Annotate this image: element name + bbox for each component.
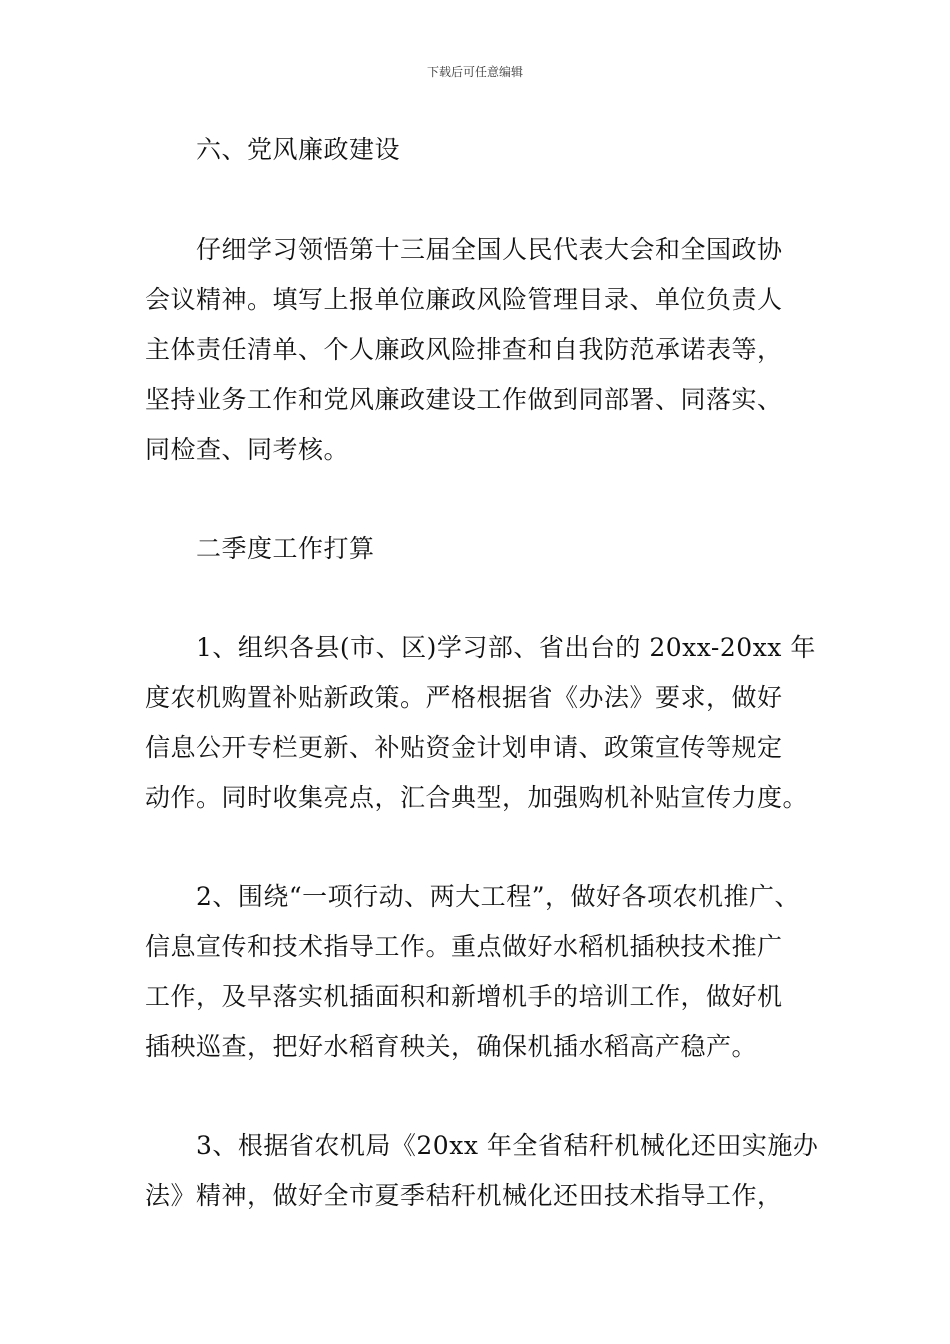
page-header-note: 下载后可任意编辑	[426, 65, 523, 79]
paragraph-line: 坚持业务工作和党风廉政建设工作做到同部署、同落实、	[145, 385, 783, 414]
paragraph-line: 动作。同时收集亮点，汇合典型，加强购机补贴宣传力度。	[145, 783, 809, 812]
paragraph-line: 仔细学习领悟第十三届全国人民代表大会和全国政协	[196, 235, 783, 264]
paragraph-line: 1、组织各县(市、区)学习部、省出台的 20xx-20xx 年	[196, 633, 816, 662]
section-heading-q2-plan: 二季度工作打算	[196, 534, 375, 563]
paragraph-line: 插秧巡查，把好水稻育秧关，确保机插水稻高产稳产。	[145, 1032, 758, 1061]
paragraph-line: 工作，及早落实机插面积和新增机手的培训工作，做好机	[145, 982, 783, 1011]
paragraph-line: 会议精神。填写上报单位廉政风险管理目录、单位负责人	[145, 285, 783, 314]
section-heading-party-conduct: 六、党风廉政建设	[196, 135, 401, 164]
paragraph-line: 3、根据省农机局《20xx 年全省秸秆机械化还田实施办	[196, 1131, 819, 1160]
paragraph-line: 度农机购置补贴新政策。严格根据省《办法》要求，做好	[145, 683, 783, 712]
paragraph-line: 同检查、同考核。	[145, 435, 350, 464]
paragraph-line: 信息公开专栏更新、补贴资金计划申请、政策宣传等规定	[145, 733, 783, 762]
paragraph-line: 2、围绕“一项行动、两大工程”，做好各项农机推广、	[196, 882, 800, 911]
paragraph-line: 信息宣传和技术指导工作。重点做好水稻机插秧技术推广	[145, 932, 783, 961]
paragraph-line: 法》精神，做好全市夏季秸秆机械化还田技术指导工作，	[145, 1181, 783, 1210]
paragraph-line: 主体责任清单、个人廉政风险排查和自我防范承诺表等，	[145, 335, 783, 364]
